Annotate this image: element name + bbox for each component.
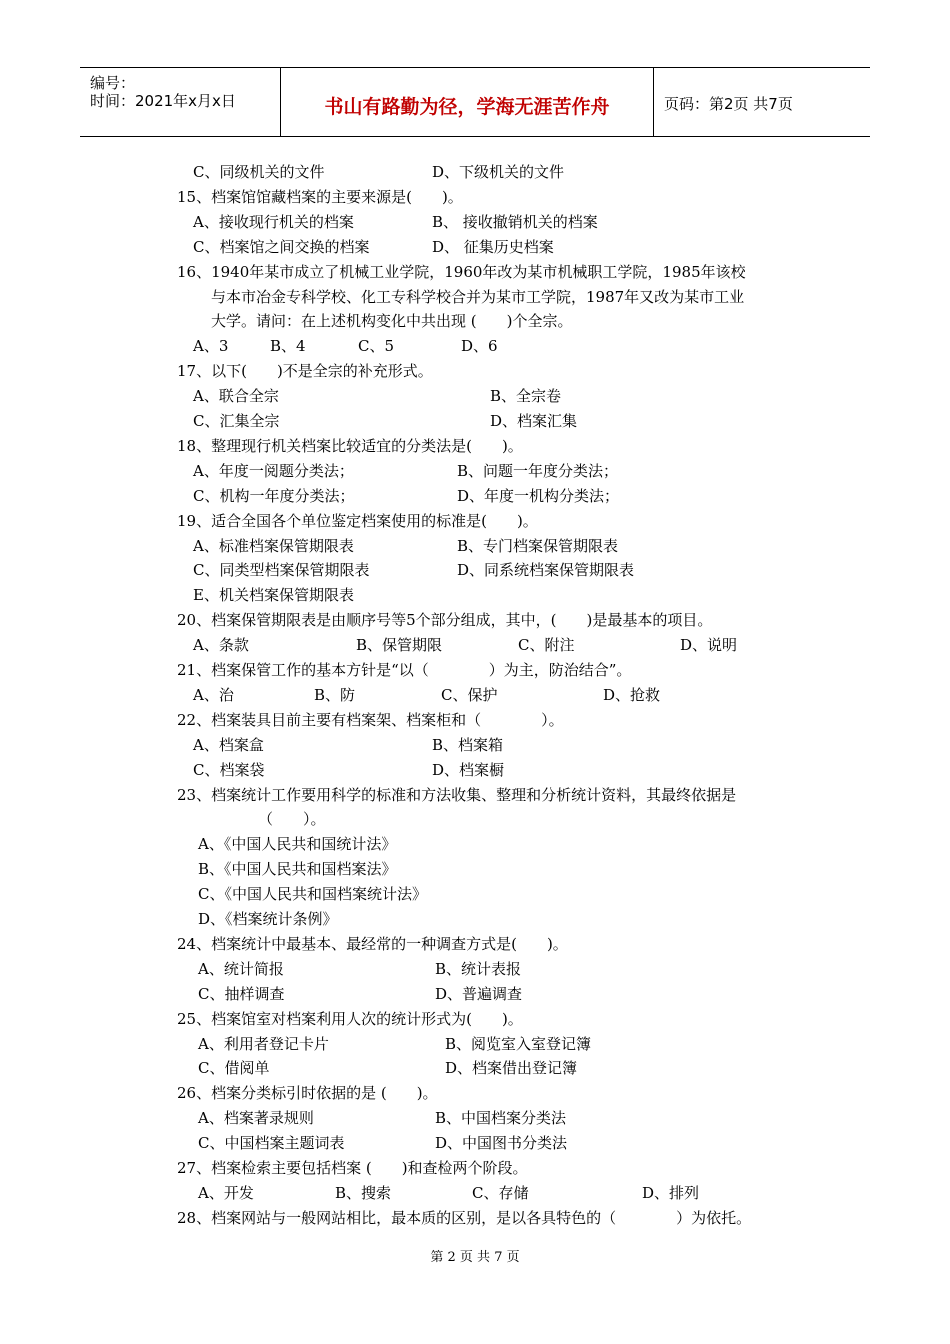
question-line: 22、档案装具目前主要有档案架、档案柜和（ ）。 (177, 710, 564, 729)
answer-option: D、普遍调查 (435, 984, 523, 1003)
answer-option: B、中国档案分类法 (435, 1109, 567, 1128)
question-line: 21、档案保管工作的基本方针是“以（ ）为主，防治结合”。 (177, 661, 632, 679)
answer-option: C、附注 (518, 636, 575, 655)
answer-option: B、保管期限 (356, 636, 443, 655)
answer-option: B、搜索 (335, 1183, 392, 1202)
question-line: E、机关档案保管期限表 (193, 586, 354, 605)
question-line: A、开发 (198, 1183, 254, 1202)
question-line: A、接收现行机关的档案 (193, 212, 354, 231)
question-line: 16、1940年某市成立了机械工业学院，1960年改为某市机械职工学院，1985年该校 (177, 262, 746, 281)
question-line: 24、档案统计中最基本、最经常的一种调查方式是( )。 (177, 934, 568, 953)
question-line: C、抽样调查 (198, 984, 285, 1003)
answer-option: D、年度一机构分类法； (457, 486, 620, 505)
document-date-label: 时间：2021年x月x日 (90, 92, 236, 110)
question-line: D、《档案统计条例》 (198, 910, 338, 928)
document-number-label: 编号： (90, 74, 136, 92)
question-line: （ ）。 (258, 810, 326, 829)
answer-option: D、说明 (680, 636, 738, 655)
question-line: C、汇集全宗 (193, 412, 280, 430)
question-line: 20、档案保管期限表是由顺序号等5个部分组成，其中，( )是最基本的项目。 (177, 611, 713, 630)
question-line: B、《中国人民共和国档案法》 (198, 860, 397, 879)
answer-option: B、全宗卷 (490, 387, 562, 406)
answer-option: D、档案借出登记簿 (445, 1059, 578, 1078)
answer-option: D、档案橱 (432, 760, 505, 779)
question-line: A、档案盒 (193, 735, 264, 754)
question-line: A、《中国人民共和国统计法》 (198, 835, 397, 854)
answer-option: D、抢救 (603, 685, 661, 704)
question-line: A、年度一阅题分类法； (193, 461, 354, 480)
question-line: 28、档案网站与一般网站相比，最本质的区别，是以各具特色的（ ）为依托。 (177, 1208, 752, 1227)
question-line: 23、档案统计工作要用科学的标准和方法收集、整理和分析统计资料，其最终依据是 (177, 785, 737, 804)
answer-option: D、6 (461, 337, 498, 356)
page-footer: 第 2 页 共 7 页 (430, 1250, 520, 1265)
answer-option: C、存储 (472, 1183, 529, 1202)
answer-option: C、保护 (441, 685, 498, 704)
question-line: 大学。请问：在上述机构变化中共出现 ( )个全宗。 (211, 312, 573, 331)
question-line: A、联合全宗 (193, 387, 279, 406)
question-line: C、同类型档案保管期限表 (193, 561, 370, 580)
question-line: 19、适合全国各个单位鉴定档案使用的标准是( )。 (177, 511, 538, 530)
question-line: 与本市冶金专科学校、化工专科学校合并为某市工学院，1987年又改为某市工业 (211, 287, 745, 306)
question-line: C、机构一年度分类法； (193, 486, 355, 505)
question-line: A、统计简报 (198, 959, 284, 978)
answer-option: B、4 (270, 337, 306, 356)
question-line: C、借阅单 (198, 1059, 270, 1078)
answer-option: B、防 (314, 685, 356, 704)
question-line: 18、整理现行机关档案比较适宜的分类法是( )。 (177, 436, 523, 455)
answer-option: B、问题一年度分类法； (457, 461, 619, 480)
question-line: 17、以下( )不是全宗的补充形式。 (177, 362, 433, 381)
question-line: 27、档案检索主要包括档案 ( )和查检两个阶段。 (177, 1159, 528, 1177)
question-line: A、档案著录规则 (198, 1109, 314, 1128)
question-line: A、治 (193, 685, 234, 704)
answer-option: B、档案箱 (432, 735, 504, 754)
answer-option: B、阅览室入室登记簿 (445, 1034, 592, 1053)
question-line: 25、档案馆室对档案利用人次的统计形式为( )。 (177, 1009, 523, 1028)
answer-option: B、统计表报 (435, 959, 522, 978)
question-line: A、3 (193, 337, 229, 356)
answer-option: D、同系统档案保管期限表 (457, 561, 635, 580)
answer-option: D、 征集历史档案 (432, 237, 554, 256)
question-line: C、《中国人民共和国档案统计法》 (198, 885, 427, 904)
question-line: A、利用者登记卡片 (198, 1034, 329, 1053)
answer-option: C、5 (358, 337, 395, 356)
question-line: A、标准档案保管期限表 (193, 536, 354, 555)
question-line: 26、档案分类标引时依据的是 ( )。 (177, 1084, 438, 1103)
question-line: C、同级机关的文件 (193, 163, 325, 181)
answer-option: D、档案汇集 (490, 412, 578, 430)
header-motto: 书山有路勤为径，学海无涯苦作舟 (324, 96, 610, 118)
question-line: C、中国档案主题词表 (198, 1134, 345, 1153)
question-line: 15、档案馆馆藏档案的主要来源是( )。 (177, 187, 463, 206)
question-line: A、条款 (193, 636, 249, 655)
answer-option: B、专门档案保管期限表 (457, 536, 619, 555)
answer-option: D、排列 (642, 1183, 700, 1202)
answer-option: D、中国图书分类法 (435, 1134, 568, 1153)
header-page-info: 页码：第2页 共7页 (664, 95, 793, 113)
answer-option: D、下级机关的文件 (432, 163, 565, 181)
question-line: C、档案袋 (193, 760, 265, 779)
question-line: C、档案馆之间交换的档案 (193, 237, 370, 256)
answer-option: B、 接收撤销机关的档案 (432, 212, 598, 231)
